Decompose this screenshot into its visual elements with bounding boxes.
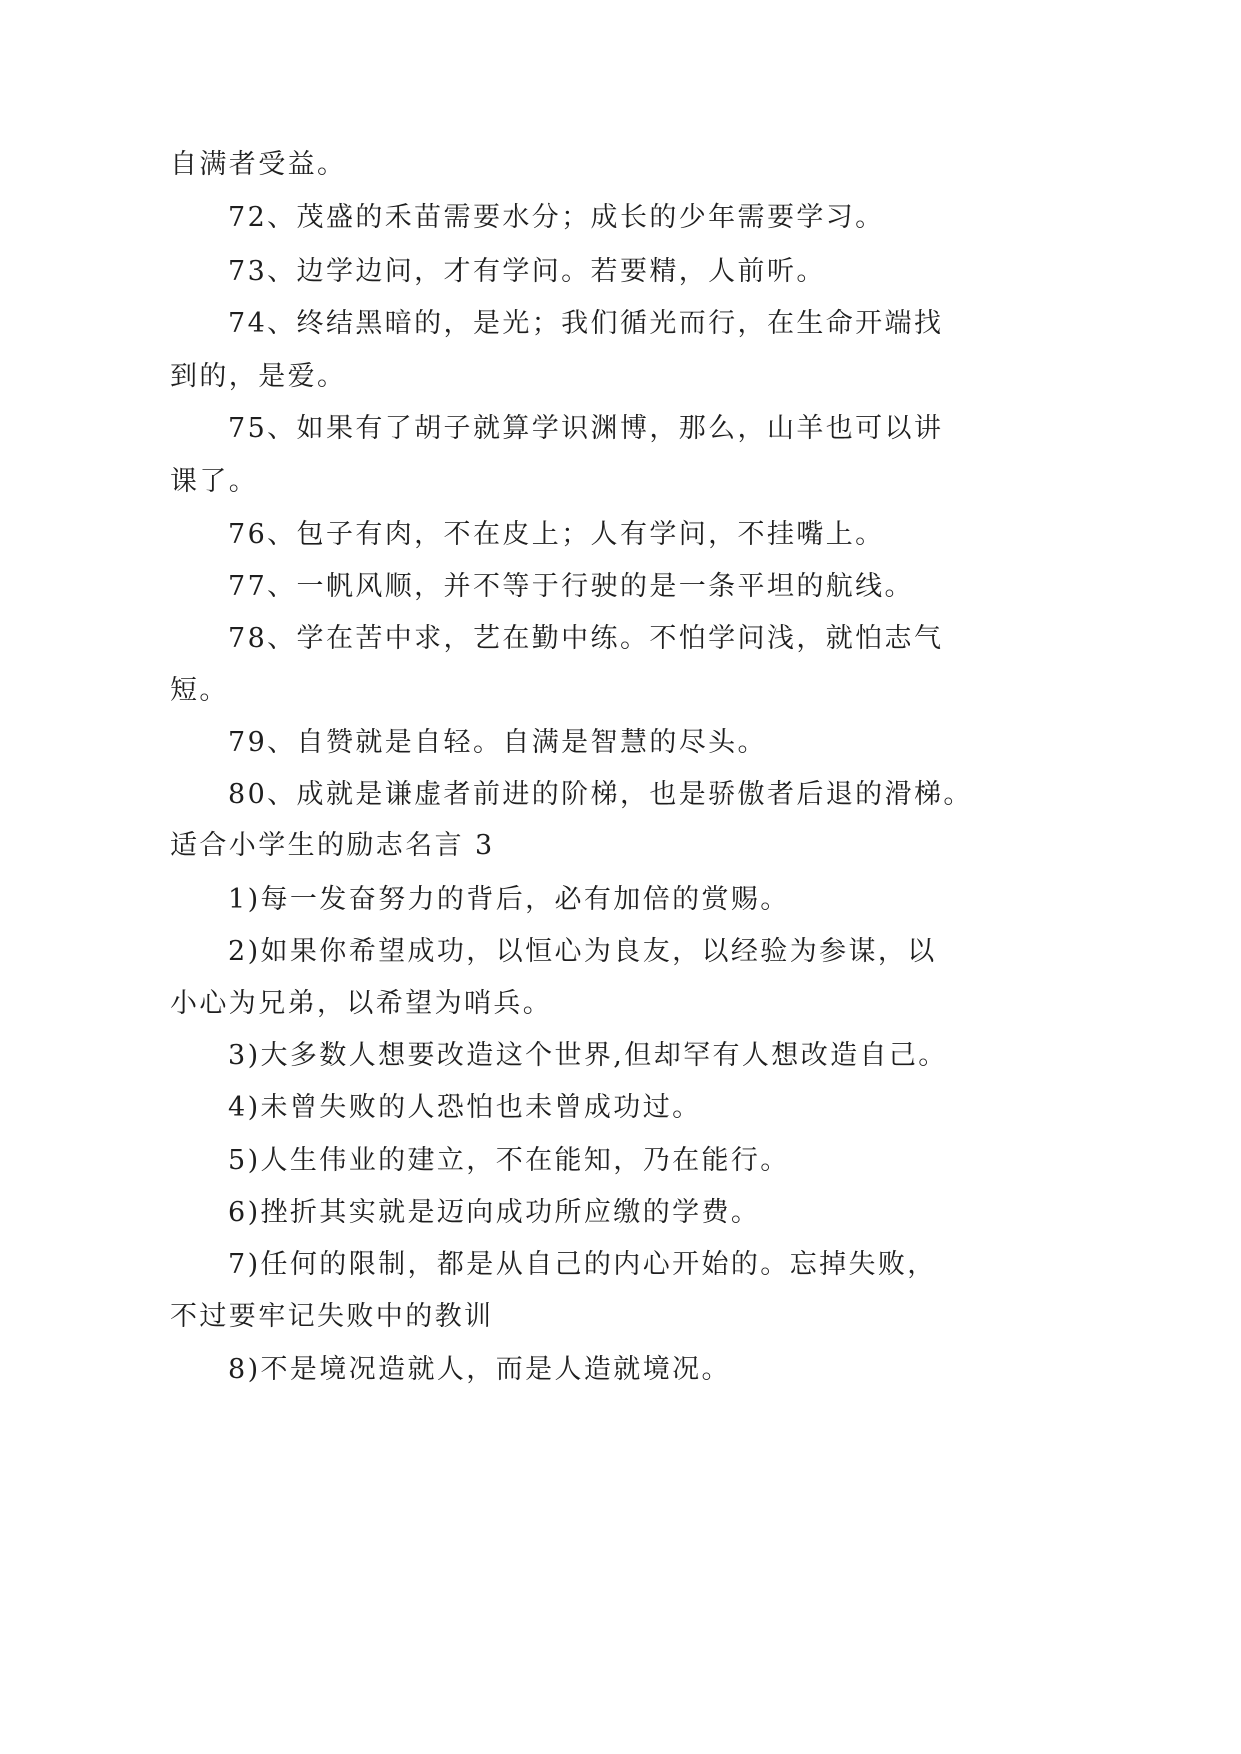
quote-8: 8)不是境况造就人，而是人造就境况。 [228, 1354, 731, 1385]
quote-73: 73、边学边问，才有学问。若要精，人前听。 [228, 256, 826, 287]
quote-7-continuation: 不过要牢记失败中的教训 [170, 1301, 494, 1332]
quote-80: 80、成就是谦虚者前进的阶梯，也是骄傲者后退的滑梯。 [228, 779, 973, 810]
quote-77: 77、一帆风顺，并不等于行驶的是一条平坦的航线。 [228, 571, 914, 602]
quote-74-continuation: 到的，是爱。 [170, 361, 347, 392]
quote-4: 4)未曾失败的人恐怕也未曾成功过。 [228, 1092, 702, 1123]
quote-75: 75、如果有了胡子就算学识渊博，那么，山羊也可以讲 [228, 413, 944, 444]
quote-78: 78、学在苦中求，艺在勤中练。不怕学问浅，就怕志气 [228, 623, 944, 654]
quote-2-continuation: 小心为兄弟，以希望为哨兵。 [170, 988, 553, 1019]
quote-7: 7)任何的限制，都是从自己的内心开始的。忘掉失败， [228, 1249, 937, 1280]
section-heading: 适合小学生的励志名言 3 [170, 830, 495, 861]
quote-1: 1)每一发奋努力的背后，必有加倍的赏赐。 [228, 884, 790, 915]
quote-76: 76、包子有肉，不在皮上；人有学问，不挂嘴上。 [228, 519, 885, 550]
quote-72: 72、茂盛的禾苗需要水分；成长的少年需要学习。 [228, 202, 885, 233]
quote-75-continuation: 课了。 [170, 466, 259, 497]
quote-5: 5)人生伟业的建立，不在能知，乃在能行。 [228, 1145, 790, 1176]
quote-6: 6)挫折其实就是迈向成功所应缴的学费。 [228, 1197, 761, 1228]
quote-2: 2)如果你希望成功，以恒心为良友，以经验为参谋，以 [228, 936, 937, 967]
quote-3: 3)大多数人想要改造这个世界,但却罕有人想改造自己。 [228, 1040, 948, 1071]
quote-74: 74、终结黑暗的，是光；我们循光而行，在生命开端找 [228, 308, 944, 339]
text-line-continuation: 自满者受益。 [170, 149, 347, 180]
quote-78-continuation: 短。 [170, 675, 229, 706]
quote-79: 79、自赞就是自轻。自满是智慧的尽头。 [228, 727, 767, 758]
